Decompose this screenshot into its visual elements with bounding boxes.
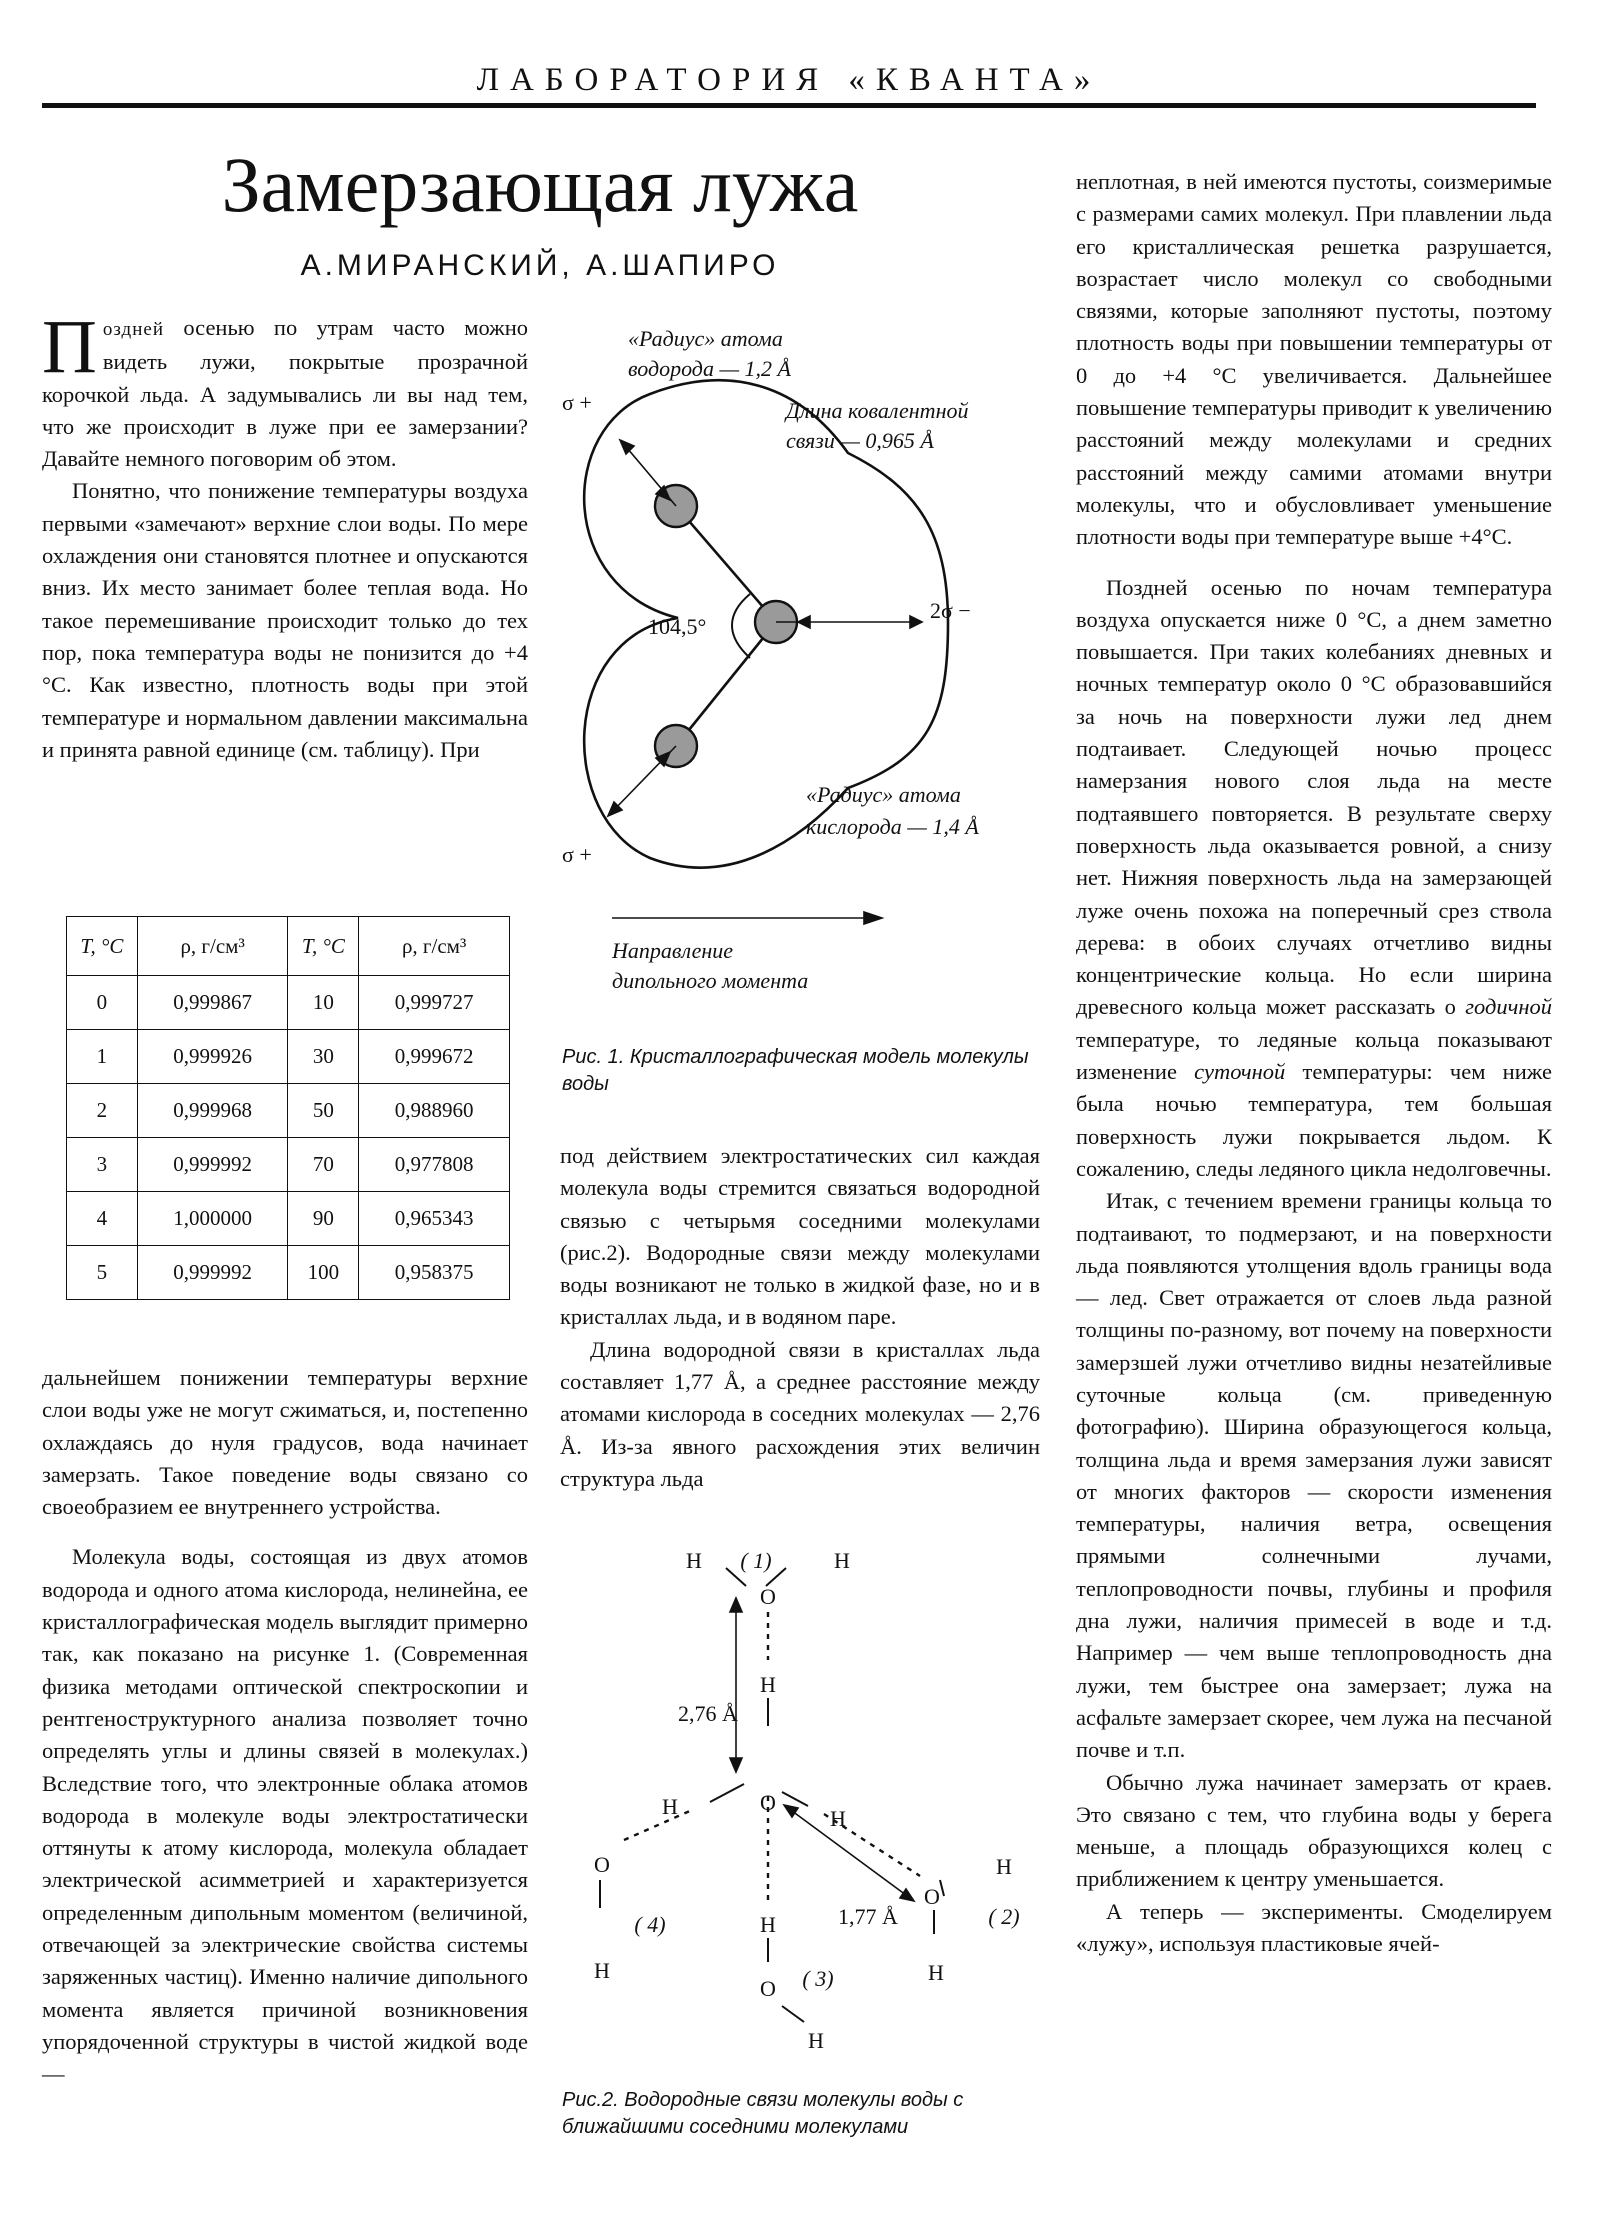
hbond-distance-arrow [788,1808,910,1898]
table-cell: 70 [288,1138,359,1192]
density-table [66,916,510,1300]
paragraph: Обычно лужа начинает замерзать от краев. Это связано с тем, что глубина воды у берега меньше, а площадь образующихся колец с приближением к центру уменьшается. [1076,1769,1552,1892]
covalent-bond-line [782,2006,804,2022]
table-cell: 0,999672 [359,1030,510,1084]
table-cell: 0,988960 [359,1084,510,1138]
angle-label: 104,5° [648,614,707,639]
hydrogen-bond-line [624,1810,692,1840]
table-cell: 0,977808 [359,1138,510,1192]
table-cell: 0,965343 [359,1192,510,1246]
arrow-head [864,912,882,924]
oxygen-atom: O [594,1852,610,1877]
header-rule [42,103,1536,108]
figure-2-hydrogen-bonds [560,1540,1040,2060]
table-cell: 0,999867 [137,976,288,1030]
emphasis-text: суточной [1194,1059,1286,1085]
arrow-head [730,1758,742,1772]
table-row [67,1192,510,1246]
distance-label: 2,76 Å [678,1701,738,1726]
arrow-head [798,616,810,628]
paragraph-text: Поздней осенью по ночам температура воздуха опускается ниже 0 °C, а днем заметно повышается. При таких колебаниях дневных и ночных температур около 0 °C образовавшийся за ночь на поверхности лужи лед днем подтаивает. Следующей ночью процесс намерзания нового слоя льда на месте подтаявшего повторяется. В результате сверху поверхность льда оказывается ровной, а снизу нет. Нижняя поверхность льда на замерзающей луже очень похожа на поперечный срез ствола дерева: в обоих случаях отчетливо видны концентрические кольца. Но если ширина древесного кольца может рассказать о [1076,574,1552,1020]
hydrogen-atom: H [662,1794,678,1819]
table-cell: 10 [288,976,359,1030]
table-cell: 2 [67,1084,138,1138]
hydrogen-atom: H [686,1548,702,1573]
table-header: T, °C [288,917,359,976]
table-cell: 0,999968 [137,1084,288,1138]
table-cell: 0,999926 [137,1030,288,1084]
hydrogen-atom: H [808,2028,824,2053]
oxygen-atom: O [760,1584,776,1609]
hydrogen-atom: H [760,1912,776,1937]
fig1-label: «Радиус» атома [628,326,783,351]
molecule-label: ( 1) [740,1548,772,1573]
table-cell: 0,958375 [359,1246,510,1300]
covalent-bond-line [710,1784,744,1802]
molecule-label: ( 3) [802,1966,834,1991]
table-cell: 100 [288,1246,359,1300]
fig1-label: связи — 0,965 Å [786,428,934,453]
table-cell: 30 [288,1030,359,1084]
column-3 [1076,166,1552,1960]
hydrogen-atom: H [830,1806,846,1831]
fig1-label: дипольного момента [612,968,809,993]
table-header: ρ, г/см³ [137,917,288,976]
paragraph: А теперь — эксперименты. Смоделируем «лужу», используя пластиковые ячей- [1076,1898,1552,1957]
molecule-label: ( 2) [988,1904,1020,1929]
angle-arc [732,594,750,658]
article-title: Замерзающая лужа [221,141,859,228]
paragraph-text: температуре, то ледяные кольца показывают изменение [1076,1026,1552,1085]
table-row [67,1084,510,1138]
arrow-head [900,1889,914,1901]
paragraph-text: осенью по утрам часто можно видеть лужи, покрытые прозрачной корочкой льда. А задумывались ли вы над тем, что же происходит в луже при ее замерзании? Давайте немного поговорим об этом. [42,315,528,472]
table-cell: 90 [288,1192,359,1246]
covalent-bond-line [676,506,776,622]
molecule-label: ( 4) [634,1912,666,1937]
fig1-label: водорода — 1,2 Å [628,356,791,381]
distance-label: 1,77 Å [838,1904,898,1929]
table-row [67,976,510,1030]
fig1-label: Длина ковалентной [786,398,969,423]
table-row [67,1246,510,1300]
paragraph: Итак, с течением времени границы кольца то подтаивают, то подмерзают, и на поверхности льда появляются утолщения вдоль границы вода — лед. Свет отражается от слоев льда разной толщины по-разному, вот почему на поверхности замерзшей лужи отчетливо видны незатейливые суточные кольца (см. приведенную фотографию). Ширина образующегося кольца, толщина льда и время замерзания лужи зависят от многих факторов — скорости изменения температуры, наличия ветра, освещения прямыми солнечными лучами, теплопроводности почвы, глубины и профиля дна лужи, наличия примесей в воде и т.д. Например — чем выше теплопроводность дна лужи, тем быстрее она замерзает; лужа на асфальте замерзает скорее, чем лужа на песчаной почве и т.п. [1076,1188,1552,1763]
covalent-bond-line [940,1880,944,1896]
column-2 [560,1140,1040,1495]
table-header: T, °C [67,917,138,976]
table-header: ρ, г/см³ [359,917,510,976]
table-row [67,1138,510,1192]
table-cell: 5 [67,1246,138,1300]
fig1-label: «Радиус» атома [806,782,961,807]
charge-label: σ + [562,842,592,867]
figure-2-caption: Рис.2. Водородные связи молекулы воды с ближайшими соседними молекулами [562,2089,964,2138]
fig1-label: кислорода — 1,4 Å [806,814,979,839]
paragraph [42,305,528,475]
hydrogen-atom: H [834,1548,850,1573]
arrow-head [730,1598,742,1612]
figure-1-caption: Рис. 1. Кристаллографическая модель молекулы воды [562,1046,1029,1095]
fig1-label: Направление [612,938,734,963]
arrow-head [784,1805,798,1817]
table-cell: 1 [67,1030,138,1084]
table-cell: 0,999992 [137,1138,288,1192]
table-cell: 50 [288,1084,359,1138]
hydrogen-atom: H [928,1960,944,1985]
emphasis-text: годичной [1465,994,1552,1020]
charge-label: 2σ − [930,598,971,623]
oxygen-atom: O [924,1884,940,1909]
covalent-bond-line [676,622,776,746]
table-cell: 0,999992 [137,1246,288,1300]
table-cell: 3 [67,1138,138,1192]
arrow-head [620,440,634,454]
paragraph: Молекула воды, состоящая из двух атомов водорода и одного атома кислорода, нелинейна, ее кристаллографическая модель выглядит примерно так, как показано на рисунке 1. (Современная физика методами оптической спектроскопии и рентгеноструктурного анализа позволяет точно определять углы и длины связей в молекулах.) Вследствие того, что электронные облака атомов водорода в молекуле воды электростатически оттянуты к атому кислорода, молекула обладает электрической асимметрией и характеризуется определенным дипольным моментом (величиной, отвечающей за электрические свойства системы заряженных частиц). Именно наличие дипольного момента является причиной возникновения упорядоченной структуры в чистой жидкой воде — [42,1544,528,2087]
paragraph: Понятно, что понижение температуры воздуха первыми «замечают» верхние слои воды. По мере охлаждения они становятся плотнее и опускаются вниз. Их место занимает более теплая вода. Но такое перемешивание происходит только до тех пор, пока температура воды не понизится до +4 °C. Как известно, плотность воды при этой температуре и нормальном давлении максимальна и принята равной единице (см. таблицу). При [42,478,528,762]
lead-word: оздней [102,319,164,340]
column-1-top [42,305,528,766]
paragraph [1076,572,1552,1186]
table-cell: 0,999727 [359,976,510,1030]
table-cell: 1,000000 [137,1192,288,1246]
table-row [67,1030,510,1084]
paragraph: неплотная, в ней имеются пустоты, соизмеримые с размерами самих молекул. При плавлении льда его кристаллическая решетка разрушается, возрастает число молекул со свободными связями, которые заполняют пустоты, поэтому плотность воды при повышении температуры от 0 до +4 °C увеличивается. Дальнейшее повышение температуры приводит к увеличению расстояний между молекулами и средних расстояний между самими атомами внутри молекулы, что и обусловливает уменьшение плотности воды при температуре выше +4°C. [1076,169,1552,550]
figure-1-water-molecule [548,318,1048,1038]
arrow-head [910,616,922,628]
paragraph: под действием электростатических сил каждая молекула воды стремится связаться водородной связью с четырьмя соседними молекулами (рис.2). Водородные связи между молекулами воды возникают не только в жидкой фазе, но и в кристаллах льда, и в водяном паре. [560,1143,1040,1330]
hydrogen-atom: H [996,1854,1012,1879]
paragraph: Длина водородной связи в кристаллах льда составляет 1,77 Å, а среднее расстояние между атомами кислорода в соседних молекулах — 2,76 Å. Из-за явного расхождения этих величин структура льда [560,1336,1040,1491]
charge-label: σ + [562,390,592,415]
table-cell: 4 [67,1192,138,1246]
column-1-bottom [42,1362,528,2091]
paragraph-text: температуры: чем ниже была ночью температура, тем большая поверхность лужи покрывается льдом. К сожалению, следы ледяного цикла недолговечны. [1076,1059,1552,1181]
table-cell: 0 [67,976,138,1030]
drop-cap: П [42,305,97,389]
article-authors: А.МИРАНСКИЙ, А.ШАПИРО [300,249,780,282]
paragraph: дальнейшем понижении температуры верхние слои воды уже не могут сжиматься, и, постепенно охлаждаясь до нуля градусов, вода начинает замерзать. Такое поведение воды связано со своеобразием ее внутреннего устройства. [42,1365,528,1520]
table-header-row [67,917,510,976]
hydrogen-atom: H [760,1672,776,1697]
running-header: ЛАБОРАТОРИЯ «КВАНТА» [476,62,1102,98]
oxygen-atom: O [760,1790,776,1815]
oxygen-atom: O [760,1976,776,2001]
covalent-bond-line [782,1792,808,1806]
hydrogen-atom: H [594,1958,610,1983]
